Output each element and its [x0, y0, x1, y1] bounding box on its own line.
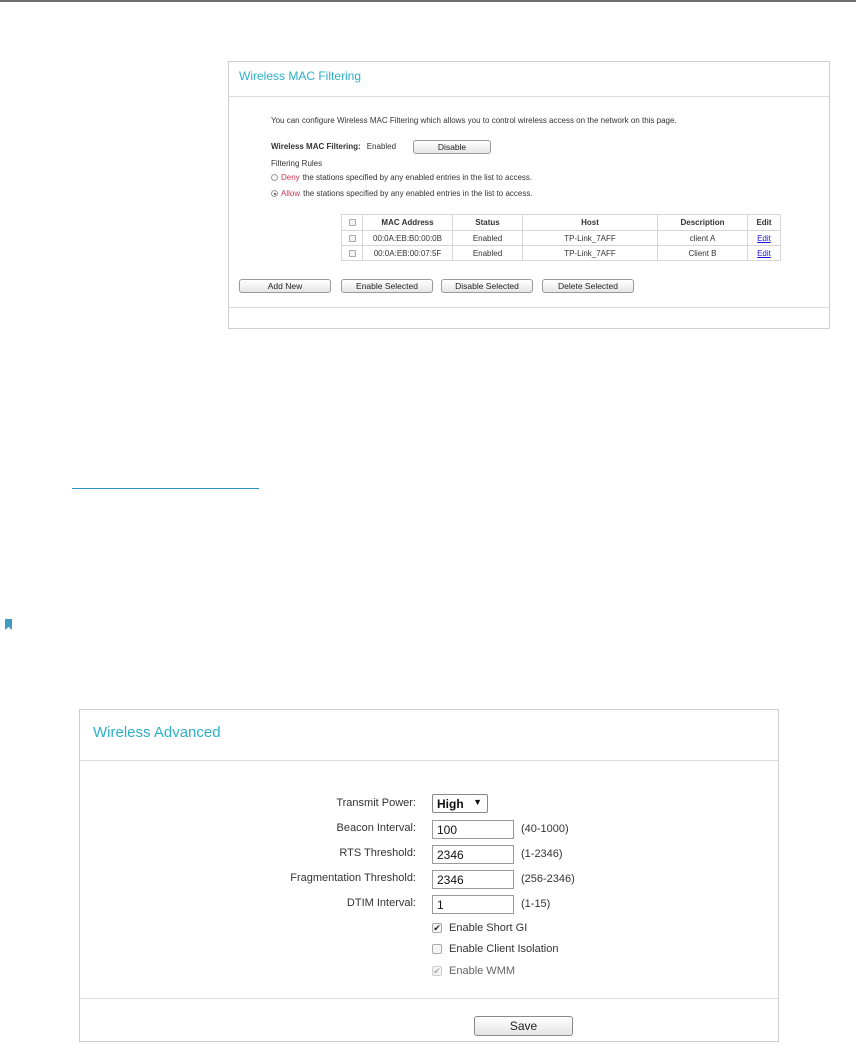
disable-selected-button[interactable]: Disable Selected: [441, 279, 533, 293]
wmm-checkbox: ✔: [433, 966, 441, 976]
delete-selected-button[interactable]: Delete Selected: [542, 279, 634, 293]
edit-link[interactable]: Edit: [757, 233, 771, 243]
status-cell: Enabled: [453, 231, 523, 246]
dtim-interval-range: (1-15): [521, 898, 551, 910]
row-checkbox[interactable]: [349, 250, 356, 257]
col-edit: Edit: [748, 215, 781, 231]
col-status: Status: [453, 215, 523, 231]
deny-rule-option[interactable]: [271, 173, 532, 182]
select-all-cell: [342, 215, 363, 231]
hyperlink-underline: [72, 488, 259, 489]
rts-threshold-range: (1-2346): [521, 848, 563, 860]
col-description: Description: [658, 215, 748, 231]
enable-selected-button[interactable]: Enable Selected: [341, 279, 433, 293]
allow-radio[interactable]: [271, 190, 278, 197]
fragmentation-threshold-label: Fragmentation Threshold:: [290, 872, 416, 884]
enable-short-gi-option[interactable]: [432, 922, 527, 934]
mac-address-table: [341, 214, 781, 261]
bookmark-icon: [5, 619, 12, 630]
fragmentation-threshold-range: (256-2346): [521, 873, 575, 885]
select-all-checkbox[interactable]: [349, 219, 356, 226]
short-gi-label: Enable Short GI: [449, 922, 528, 934]
dtim-interval-input[interactable]: [432, 895, 514, 914]
mac-filtering-title: Wireless MAC Filtering: [239, 69, 362, 83]
beacon-interval-label: Beacon Interval:: [336, 822, 416, 834]
host-cell: TP-Link_7AFF: [523, 231, 658, 246]
mac-address-cell: 00:0A:EB:00:07:5F: [363, 246, 453, 261]
rts-threshold-input[interactable]: [432, 845, 514, 864]
col-mac-address: MAC Address: [363, 215, 453, 231]
allow-text: the stations specified by any enabled entries in the list to access.: [303, 189, 533, 198]
short-gi-checkbox[interactable]: ✔: [433, 923, 441, 933]
description-cell: Client B: [658, 246, 748, 261]
save-button[interactable]: Save: [474, 1016, 573, 1036]
description-cell: client A: [658, 231, 748, 246]
mac-address-cell: 00:0A:EB:B0:00:0B: [363, 231, 453, 246]
add-new-button[interactable]: Add New: [239, 279, 331, 293]
rts-threshold-label: RTS Threshold:: [339, 847, 416, 859]
beacon-interval-range: (40-1000): [521, 823, 569, 835]
transmit-power-select[interactable]: [432, 794, 488, 813]
divider: [229, 96, 829, 97]
status-cell: Enabled: [453, 246, 523, 261]
fragmentation-threshold-input[interactable]: [432, 870, 514, 889]
enable-wmm-option: [432, 965, 515, 977]
table-header-row: [342, 215, 781, 231]
row-select-cell: [342, 231, 363, 246]
filtering-rules-label: Filtering Rules: [271, 159, 323, 168]
table-row: [342, 246, 781, 261]
edit-link[interactable]: Edit: [757, 248, 771, 258]
edit-cell: [748, 231, 781, 246]
mac-filtering-panel: [228, 61, 830, 329]
deny-text: the stations specified by any enabled entries in the list to access.: [302, 173, 533, 182]
client-isolation-checkbox[interactable]: [432, 944, 442, 954]
col-host: Host: [523, 215, 658, 231]
transmit-power-label: Transmit Power:: [336, 797, 416, 809]
wmm-label: Enable WMM: [449, 965, 516, 977]
host-cell: TP-Link_7AFF: [523, 246, 658, 261]
dtim-interval-label: DTIM Interval:: [346, 897, 416, 909]
table-row: [342, 231, 781, 246]
allow-keyword: Allow: [281, 189, 301, 198]
mac-filtering-intro: You can configure Wireless MAC Filtering which allows you to control wireless access on the network on this page.: [271, 116, 677, 125]
divider: [229, 307, 829, 308]
allow-rule-option[interactable]: [271, 189, 533, 198]
top-rule: [0, 0, 856, 2]
divider: [80, 998, 778, 999]
transmit-power-value: High: [437, 796, 464, 811]
edit-cell: [748, 246, 781, 261]
deny-radio[interactable]: [271, 174, 278, 181]
wireless-advanced-panel: [79, 709, 779, 1042]
deny-keyword: Deny: [281, 173, 300, 182]
mac-filtering-status: [271, 142, 396, 151]
beacon-interval-input[interactable]: [432, 820, 514, 839]
status-value: Enabled: [366, 142, 397, 151]
row-select-cell: [342, 246, 363, 261]
client-isolation-label: Enable Client Isolation: [449, 943, 559, 955]
row-checkbox[interactable]: [349, 235, 356, 242]
wireless-advanced-title: Wireless Advanced: [93, 724, 221, 741]
enable-client-isolation-option[interactable]: [432, 943, 558, 955]
divider: [80, 760, 778, 761]
caret-down-icon: ▼: [473, 797, 482, 807]
disable-button[interactable]: Disable: [413, 140, 491, 154]
status-label: Wireless MAC Filtering:: [271, 142, 361, 151]
